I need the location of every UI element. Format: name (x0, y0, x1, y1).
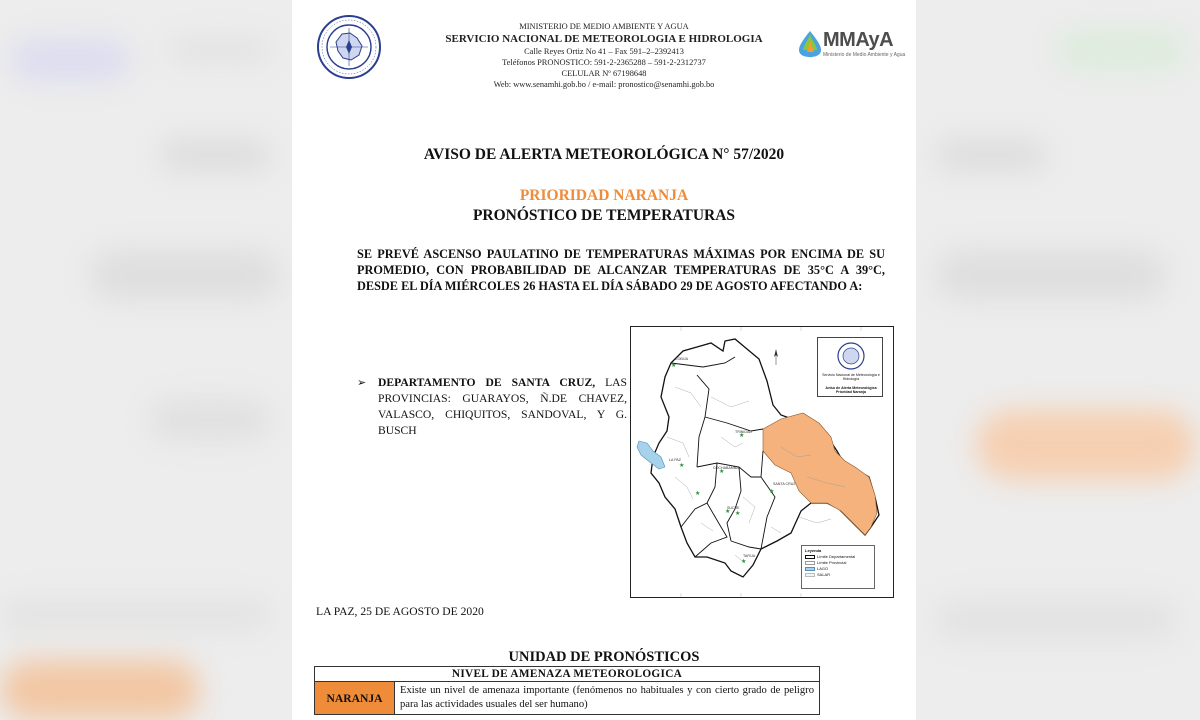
priority-label: PRIORIDAD NARANJA (519, 187, 689, 204)
capital-tarija-star: ★ (741, 559, 747, 565)
bullet-arrow-icon: ➢ (357, 377, 367, 389)
header-web: Web: www.senamhi.gob.bo / e-mail: pronostico@senamhi.gob.bo (493, 80, 715, 89)
header-phones: Teléfonos PRONOSTICO: 591-2-2365288 – 591-2-2312737 (502, 58, 706, 67)
table-row (315, 667, 820, 682)
threat-level-table (314, 666, 820, 715)
mmaya-logo-subtext: Ministerio de Medio Ambiente y Agua (823, 52, 906, 58)
alert-subtitle: PRONÓSTICO DE TEMPERATURAS (472, 207, 736, 224)
bolivia-alert-map (630, 326, 894, 598)
capital-cobija-star: ★ (671, 363, 677, 369)
affected-department: DEPARTAMENTO DE SANTA CRUZ, (378, 376, 596, 389)
capital-lapaz-star: ★ (679, 463, 685, 469)
north-arrow-icon (774, 349, 778, 365)
capital-sucre-star: ★ (725, 509, 731, 515)
inset-subtitle: Aviso de Alerta Meteorológica Prioridad Naranja (825, 386, 877, 395)
map-label-sucre: SUCRE (727, 506, 740, 510)
map-label-cobija: COBIJA (675, 357, 688, 361)
map-label-santacruz: SANTA CRUZ (773, 482, 796, 486)
capital-cochabamba-star: ★ (719, 469, 725, 475)
mmaya-logo-text: MMAyA (823, 29, 894, 51)
map-label-trinidad: TRINIDAD (735, 430, 752, 434)
alert-title: AVISO DE ALERTA METEOROLÓGICA N° 57/2020 (423, 146, 785, 163)
legend-label: LAGO (817, 566, 829, 571)
legend-title: Leyenda (805, 548, 822, 553)
capital-potosi-star: ★ (735, 511, 741, 517)
issue-date: LA PAZ, 25 DE AGOSTO DE 2020 (316, 605, 484, 618)
document-page (292, 0, 916, 720)
capital-santacruz-star: ★ (769, 489, 775, 495)
threat-level-cell: NARANJA (315, 682, 395, 715)
header-service: SERVICIO NACIONAL DE METEOROLOGIA E HIDROLOGIA (445, 33, 763, 45)
header-address: Calle Reyes Ortiz No 41 – Fax 591–2–2392413 (524, 47, 684, 56)
inset-title: Servicio Nacional de Meteorología e Hidrología (822, 373, 880, 382)
legend-label: Límite Departamental (817, 554, 856, 559)
capital-oruro-star: ★ (695, 491, 701, 497)
backdrop-left (0, 0, 292, 720)
affected-area-item (357, 375, 627, 439)
map-label-lapaz: LA PAZ (669, 458, 681, 462)
map-label-tarija: TARIJA (743, 554, 756, 558)
threat-table-header: NIVEL DE AMENAZA METEOROLOGICA (315, 667, 820, 682)
table-row (315, 682, 820, 715)
capital-trinidad-star: ★ (739, 433, 745, 439)
legend-label: Límite Provincial (817, 560, 847, 565)
inset-seal-icon (836, 341, 866, 371)
map-legend (801, 545, 875, 589)
backdrop-right (916, 0, 1200, 720)
alert-description: SE PREVÉ ASCENSO PAULATINO DE TEMPERATURAS MÁXIMAS POR ENCIMA DE SU PROMEDIO, CON PROBABILIDAD DE ALCANZAR TEMPERATURAS DE 35°C A 39°C, DESDE EL DÍA MIÉRCOLES 26 HASTA EL DÍA SÁBADO 29 DE AGOSTO AFECTANDO A: (357, 247, 885, 294)
header-cellphone: CELULAR Nº 67198648 (561, 69, 647, 78)
legend-label: SALAR (817, 572, 831, 577)
issuing-unit: UNIDAD DE PRONÓSTICOS (508, 649, 700, 665)
map-inset-card (817, 337, 883, 397)
threat-level-description: Existe un nivel de amenaza importante (fenómenos no habituales y con cierto grado de peligro para las actividades usuales del ser humano) (395, 682, 820, 715)
legend-item-salar (805, 572, 871, 578)
affected-provinces: LAS PROVINCIAS: GUARAYOS, Ñ.DE CHAVEZ, VALASCO, CHIQUITOS, SANDOVAL, Y G. BUSCH (378, 376, 627, 437)
map-label-cochabamba: COCHABAMBA (713, 466, 739, 470)
header-ministry: MINISTERIO DE MEDIO AMBIENTE Y AGUA (519, 22, 689, 31)
